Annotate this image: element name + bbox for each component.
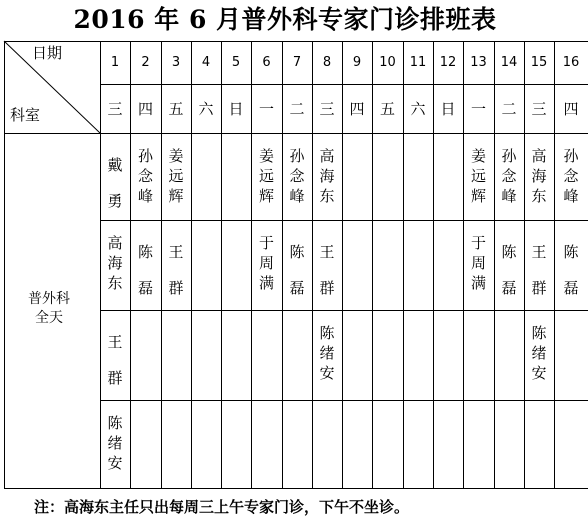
department-label (14, 290, 84, 328)
doctor-name: 高海东 (107, 234, 123, 292)
department-name: 普外科 (28, 291, 70, 307)
department-time: 全天 (35, 310, 63, 326)
doctor-name: 戴勇 (107, 156, 123, 210)
date-cell: 5 (231, 55, 241, 70)
doctor-name: 陈绪安 (107, 414, 123, 472)
doctor-name: 孙念峰 (137, 147, 153, 205)
doctor-name: 陈绪安 (531, 324, 547, 382)
weekday-cell: 六 (198, 100, 214, 118)
date-cell: 4 (201, 55, 211, 70)
weekday-cell: 四 (349, 100, 365, 118)
footnote: 注：高海东主任只出每周三上午专家门诊，下午不坐诊。 (34, 498, 410, 516)
doctor-name: 陈磊 (501, 243, 517, 297)
weekday-cell: 五 (168, 100, 184, 118)
weekday-cell: 五 (379, 100, 395, 118)
page-title: 2016 年 6 月普外科专家门诊排班表 (73, 5, 497, 34)
doctor-name: 孙念峰 (501, 147, 517, 205)
doctor-name: 陈磊 (137, 243, 153, 297)
doctor-name: 于周满 (258, 234, 274, 292)
weekday-cell: 三 (319, 100, 335, 118)
doctor-name: 王群 (107, 333, 123, 387)
date-cell: 15 (530, 55, 548, 70)
weekday-cell: 日 (228, 100, 244, 118)
weekday-cell: 一 (470, 100, 486, 118)
date-cell: 9 (352, 55, 362, 70)
date-cell: 13 (470, 55, 487, 70)
doctor-name: 姜远辉 (258, 147, 274, 205)
weekday-cell: 日 (440, 100, 456, 118)
doctor-name: 王群 (168, 243, 184, 297)
date-cell: 7 (292, 55, 302, 70)
doctor-name: 陈磊 (289, 243, 305, 297)
doctor-name: 王群 (319, 243, 335, 297)
corner-dept-label: 科室 (10, 106, 41, 124)
weekday-cell: 四 (563, 100, 579, 118)
weekday-cell: 二 (289, 100, 305, 118)
doctor-name: 高海东 (531, 147, 547, 205)
doctor-name: 陈磊 (563, 243, 579, 297)
weekday-cell: 四 (137, 100, 153, 118)
weekday-cell: 六 (410, 100, 426, 118)
doctor-name: 高海东 (319, 147, 335, 205)
date-cell: 3 (171, 55, 181, 70)
date-cell: 10 (379, 55, 396, 70)
doctor-name: 孙念峰 (563, 147, 579, 205)
weekday-cell: 一 (258, 100, 274, 118)
date-cell: 1 (110, 55, 120, 70)
doctor-name: 姜远辉 (470, 147, 486, 205)
weekday-cell: 三 (107, 100, 123, 118)
doctor-name: 孙念峰 (289, 147, 305, 205)
weekday-cell: 三 (531, 100, 547, 118)
corner-date-label: 日期 (32, 44, 63, 62)
date-cell: 11 (409, 55, 427, 70)
date-cell: 6 (262, 55, 271, 70)
doctor-name: 于周满 (470, 234, 486, 292)
doctor-name: 陈绪安 (319, 324, 335, 382)
date-cell: 14 (500, 55, 518, 70)
doctor-name: 王群 (531, 243, 547, 297)
weekday-cell: 二 (501, 100, 517, 118)
date-cell: 12 (439, 55, 457, 70)
date-cell: 16 (562, 55, 580, 70)
date-cell: 2 (141, 55, 150, 70)
doctor-name: 姜远辉 (168, 147, 184, 205)
date-cell: 8 (322, 55, 332, 70)
